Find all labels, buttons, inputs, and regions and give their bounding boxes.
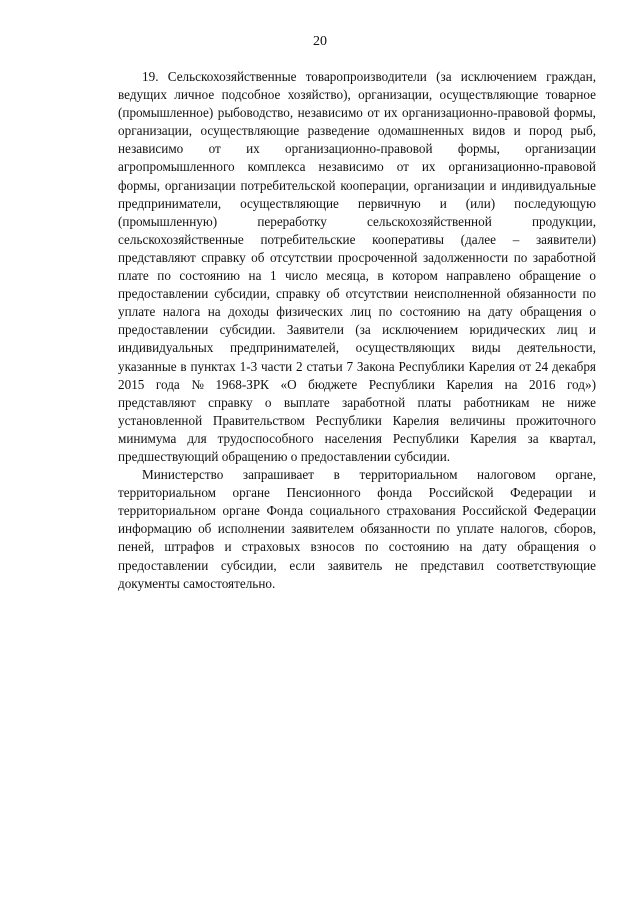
text-line: предоставлении субсидии, справку об отсутствии неисполненной обязанности по [118, 286, 597, 302]
text-line: сельскохозяйственные потребительские кооперативы (далее – заявители) [118, 231, 597, 247]
text-line: формы, организации потребительской кооперации, организации и индивидуальные [118, 177, 596, 193]
text-line: уплате налога на доходы физических лиц по состоянию на дату обращения о [118, 304, 596, 320]
page-number: 20 [313, 34, 327, 49]
text-line: пеней, штрафов и страховых взносов по состоянию на дату обращения о [118, 539, 596, 555]
text-line: представляют справку об отсутствии просроченной задолженности по заработной [118, 249, 596, 265]
paragraph-19 [118, 68, 596, 466]
text-line: территориальном органе Фонда социального страхования Российской Федерации [118, 503, 596, 519]
text-line: организации, осуществляющие разведение одомашненных видов и пород рыб, [118, 123, 597, 139]
text-line: (промышленную) переработку сельскохозяйственной продукции, [118, 213, 596, 229]
text-line: независимо от их организационно-правовой формы, организации [118, 141, 596, 157]
text-line: представляют справку о выплате заработной платы работникам не ниже [118, 394, 596, 410]
text-line: 19. Сельскохозяйственные товаропроизводители (за исключением граждан, [142, 69, 596, 84]
text-line: установленной Правительством Республики Карелия величины прожиточного [118, 412, 596, 428]
text-line: документы самостоятельно. [118, 575, 276, 591]
text-line: (промышленное) рыбоводство, независимо от их организационно-правовой формы, [118, 105, 596, 121]
text-line: агропромышленного комплекса независимо от их организационно-правовой [118, 159, 596, 175]
text-line: предприниматели, осуществляющие первичную и (или) последующую [118, 195, 596, 211]
text-line: территориальном органе Пенсионного фонда Российской Федерации и [118, 485, 596, 501]
text-line: предоставлении субсидии, если заявитель не представил соответствующие [118, 557, 596, 573]
text-line: информацию об исполнении заявителем обязанности по уплате налогов, сборов, [118, 521, 596, 537]
text-line: индивидуальных предпринимателей, осуществляющих виды деятельности, [118, 340, 596, 356]
text-line: предоставлении субсидии. Заявители (за исключением юридических лиц и [118, 322, 596, 338]
text-line: предшествующий обращению о предоставлении субсидии. [118, 448, 451, 464]
text-line: 2015 года № 1968-ЗРК «О бюджете Республики Карелия на 2016 год») [118, 376, 596, 392]
text-line: Министерство запрашивает в территориальном налоговом органе, [142, 467, 597, 483]
paragraph-ministry-request [118, 466, 596, 593]
text-line: минимума для трудоспособного населения Республики Карелия за квартал, [118, 430, 597, 446]
text-line: указанные в пунктах 1-3 части 2 статьи 7 Закона Республики Карелия от 24 декабря [118, 358, 596, 374]
text-line: плате по состоянию на 1 число месяца, в котором направлено обращение о [118, 268, 597, 284]
document-body [118, 68, 596, 593]
text-line: ведущих личное подсобное хозяйство), организации, осуществляющие товарное [118, 87, 597, 103]
